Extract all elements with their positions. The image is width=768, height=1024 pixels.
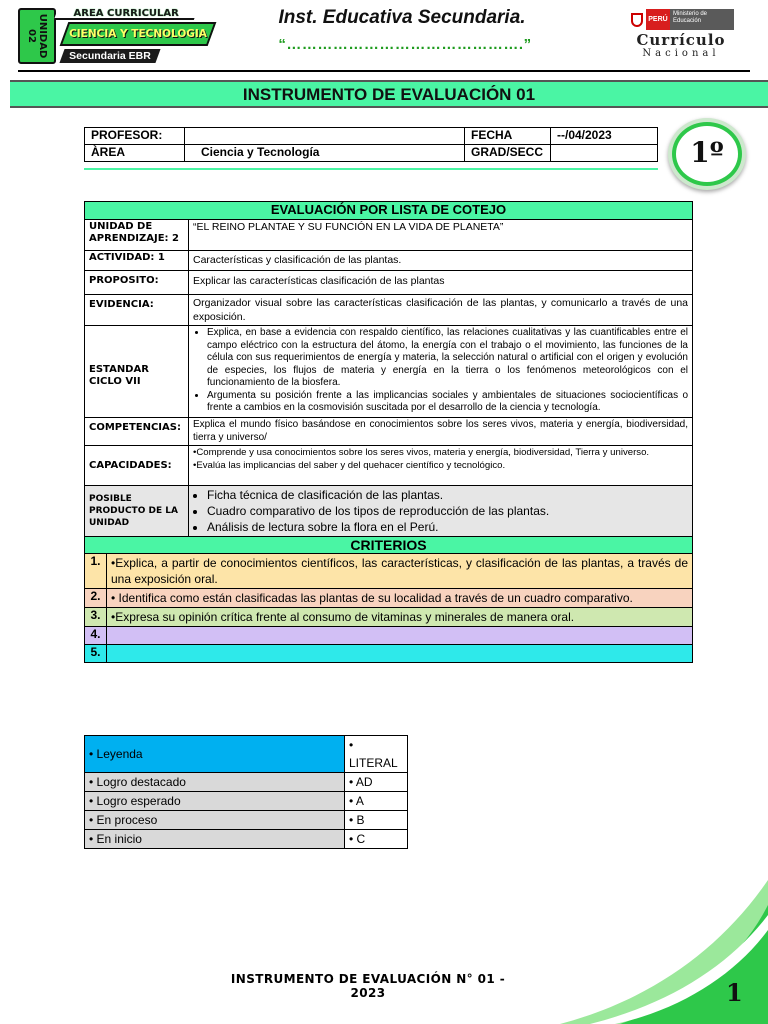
fecha-field[interactable]: --/04/2023 [551, 128, 658, 145]
criterio-number: 3. [85, 608, 107, 627]
minedu-country: PERÚ [646, 9, 670, 30]
school-name-placeholder: “……………………………………….” [278, 36, 532, 53]
capacidad-item: •Evalúa las implicancias del saber y del quehacer científico y tecnológico. [193, 459, 506, 471]
estandar-item: • Explica, en base a evidencia con respaldo científico, las relaciones cualitativas y las cuantificables entre el campo eléctrico con la estructura del átomo, la energía con el trabajo o el movimiento, las funciones de la célula con sus requerimientos de energía y materia, la selección natural o artificial con el origen y evolución de especies, los flujos de materia y energía en la tierra o los fenómenos meteorológicos con el funcionamiento de la biosfera. [207, 327, 688, 390]
area-field[interactable]: Ciencia y Tecnología [185, 145, 465, 162]
capacidades-label: CAPACIDADES: [85, 446, 189, 486]
actividad-value: Características y clasificación de las plantas. [189, 251, 693, 271]
minedu-ministry: Ministerio de Educación [670, 9, 734, 30]
fecha-label: FECHA [465, 128, 551, 145]
page-title: INSTRUMENTO DE EVALUACIÓN 01 [10, 80, 768, 108]
legend-label-text: Logro esperado [96, 794, 181, 808]
nacional-logo-text: Nacional [642, 48, 720, 59]
criterio-number: 2. [85, 589, 107, 608]
curriculo-logo-text: Currículo [636, 31, 726, 49]
competencias-label: COMPETENCIAS: [85, 418, 189, 446]
criterio-number: 4. [85, 627, 107, 645]
legend-row-label: • Logro esperado [85, 792, 345, 811]
estandar-item: • Argumenta su posición frente a las implicancias sociales y ambientales de situaciones sociocientíficas o frente a cambios en la cosmovisión suscitada por el desarrollo de la ciencia y tecnología. [207, 390, 688, 415]
legend-row-label: • En proceso [85, 811, 345, 830]
legend-header-left-text: Leyenda [96, 747, 143, 761]
criterio-number: 5. [85, 645, 107, 663]
grade-badge-text: 1º [676, 126, 738, 182]
level-label: Secundaria EBR [69, 50, 151, 62]
unit-number: 02 [26, 29, 37, 43]
competencias-value: Explica el mundo físico basándose en conocimientos sobre los seres vivos, materia y energía, biodiversidad, tierra y universo/ [189, 418, 693, 446]
legend-header-right-text: LITERAL [349, 756, 398, 770]
criterio-text: •Explica, a partir de conocimientos científicos, las características, y clasificación de las plantas, a través de una exposición oral. [107, 554, 693, 589]
legend-row-literal: • A [345, 792, 408, 811]
estandar-label: ESTANDAR CICLO VII [85, 326, 189, 418]
legend-label-text: En inicio [96, 832, 142, 846]
school-title: Inst. Educativa Secundaria. [278, 7, 526, 28]
evidencia-label: EVIDENCIA: [85, 295, 189, 326]
legend-literal-text: A [355, 794, 364, 808]
legend-row-literal: • C [345, 830, 408, 849]
producto-item: • Ficha técnica de clasificación de las plantas. [207, 487, 688, 503]
evaluation-title: EVALUACIÓN POR LISTA DE COTEJO [85, 202, 693, 220]
producto-label: POSIBLE PRODUCTO DE LA UNIDAD [85, 486, 189, 537]
area-title: AREA CURRICULAR [73, 8, 179, 19]
profesor-label: PROFESOR: [85, 128, 185, 145]
unidad-label: UNIDAD DE APRENDIZAJE: 2 [85, 220, 189, 251]
unit-label: UNIDAD [37, 13, 48, 59]
legend-label-text: Logro destacado [96, 775, 186, 789]
unidad-value: “EL REINO PLANTAE Y SU FUNCIÓN EN LA VIDA DE PLANETA” [189, 220, 693, 251]
criterios-title: CRITERIOS [85, 537, 693, 554]
legend-literal-text: C [356, 832, 366, 846]
evidencia-value: Organizador visual sobre las características clasificación de las plantas, y comunicarlo a través de una exposición. [189, 295, 693, 326]
area-label: ÀREA [85, 145, 185, 162]
legend-literal-text: B [356, 813, 365, 827]
criterio-number: 1. [85, 554, 107, 589]
legend-row-literal: • B [345, 811, 408, 830]
area-name: CIENCIA Y TECNOLOGIA [69, 28, 207, 40]
capacidad-item: •Comprende y usa conocimientos sobre los seres vivos, materia y energía, biodiversidad, Tierra y universo. [193, 447, 650, 458]
footer-text: INSTRUMENTO DE EVALUACIÓN N° 01 - 2023 [230, 972, 506, 1000]
legend-row-literal: • AD [345, 773, 408, 792]
proposito-label: PROPOSITO: [85, 271, 189, 295]
criterio-text: • Identifica como están clasificadas las plantas de su localidad a través de un cuadro comparativo. [107, 589, 693, 608]
actividad-label: ACTIVIDAD: 1 [85, 251, 189, 271]
legend-label-text: En proceso [96, 813, 158, 827]
criterio-text: •Expresa su opinión crítica frente al consumo de vitaminas y minerales de manera oral. [107, 608, 693, 627]
legend-header-left: • Leyenda [85, 736, 345, 773]
grado-label: GRAD/SECC [465, 145, 551, 162]
legend-row-label: • En inicio [85, 830, 345, 849]
producto-item: • Cuadro comparativo de los tipos de reproducción de las plantas. [207, 503, 688, 519]
producto-item: • Análisis de lectura sobre la flora en el Perú. [207, 519, 688, 535]
proposito-value: Explicar las características clasificación de las plantas [189, 271, 693, 295]
legend-header-right: • LITERAL [345, 736, 408, 773]
legend-row-label: • Logro destacado [85, 773, 345, 792]
legend-literal-text: AD [355, 775, 373, 789]
page-number: 1 [726, 978, 743, 1007]
